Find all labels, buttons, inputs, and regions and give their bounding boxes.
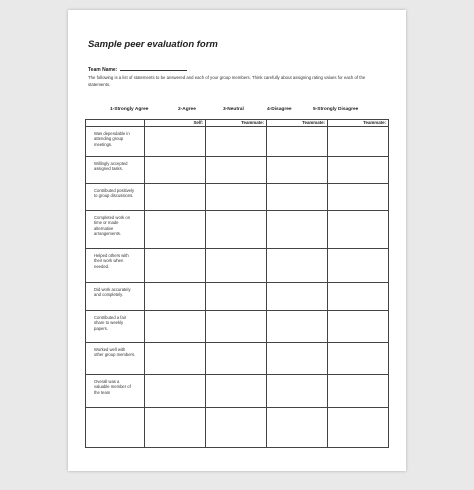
- rating-cell-teammate[interactable]: [328, 343, 389, 375]
- rating-cell-teammate[interactable]: [267, 127, 328, 157]
- rating-cell-teammate[interactable]: [267, 343, 328, 375]
- team-name-field[interactable]: [120, 65, 187, 71]
- rating-cell-teammate[interactable]: [206, 283, 267, 311]
- statement-cell: Did work accurately and completely.: [86, 283, 145, 311]
- statement-cell: [86, 408, 145, 448]
- rating-cell-self[interactable]: [145, 408, 206, 448]
- rating-cell-teammate[interactable]: [328, 127, 389, 157]
- rating-cell-teammate[interactable]: [267, 311, 328, 343]
- rating-cell-self[interactable]: [145, 343, 206, 375]
- rating-cell-teammate[interactable]: [328, 211, 389, 249]
- header-teammate-2: Teammate:: [267, 120, 328, 127]
- rating-cell-teammate[interactable]: [328, 283, 389, 311]
- rating-cell-self[interactable]: [145, 375, 206, 408]
- statement-cell: Overall was a valuable member of the team: [86, 375, 145, 408]
- statement-cell: Contributed positively to group discussions.: [86, 184, 145, 211]
- rating-cell-self[interactable]: [145, 157, 206, 184]
- statement-cell: Willingly accepted assigned tasks.: [86, 157, 145, 184]
- rating-cell-teammate[interactable]: [206, 249, 267, 283]
- table-row: [86, 157, 389, 184]
- header-teammate-3: Teammate:: [328, 120, 389, 127]
- statement-cell: Helped others with their work when needed.: [86, 249, 145, 283]
- document-page: [68, 10, 406, 471]
- rating-cell-teammate[interactable]: [267, 249, 328, 283]
- rating-cell-teammate[interactable]: [206, 343, 267, 375]
- table-row: [86, 184, 389, 211]
- rating-cell-teammate[interactable]: [328, 157, 389, 184]
- rating-cell-teammate[interactable]: [206, 211, 267, 249]
- scale-option-5: 5-Strongly Disagree: [313, 107, 359, 112]
- table-row: [86, 408, 389, 448]
- table-row: [86, 311, 389, 343]
- rating-cell-teammate[interactable]: [267, 211, 328, 249]
- rating-cell-teammate[interactable]: [206, 184, 267, 211]
- table-row: [86, 343, 389, 375]
- statement-cell: Contributed a fair share to weekly papers.: [86, 311, 145, 343]
- table-row: [86, 211, 389, 249]
- rating-cell-self[interactable]: [145, 311, 206, 343]
- table-row: [86, 283, 389, 311]
- scale-option-3: 3-Neutral: [223, 107, 244, 112]
- table-header-row: [86, 120, 389, 127]
- scale-option-1: 1-Strongly Agree: [110, 107, 149, 112]
- rating-cell-self[interactable]: [145, 211, 206, 249]
- rating-cell-teammate[interactable]: [267, 184, 328, 211]
- instructions-text: The following is a list of statements to be answered and each of your group members. Think carefully about assigning rating values for each of the statements.: [88, 75, 366, 87]
- rating-cell-teammate[interactable]: [267, 408, 328, 448]
- rating-cell-teammate[interactable]: [206, 311, 267, 343]
- header-statement: [86, 120, 145, 127]
- rating-cell-teammate[interactable]: [206, 127, 267, 157]
- rating-cell-teammate[interactable]: [267, 157, 328, 184]
- rating-cell-teammate[interactable]: [328, 311, 389, 343]
- team-name-row: [88, 65, 187, 73]
- table-row: [86, 375, 389, 408]
- rating-cell-teammate[interactable]: [206, 408, 267, 448]
- rating-cell-teammate[interactable]: [267, 375, 328, 408]
- rating-cell-teammate[interactable]: [206, 375, 267, 408]
- header-self: Self:: [145, 120, 206, 127]
- rating-cell-teammate[interactable]: [267, 283, 328, 311]
- rating-cell-teammate[interactable]: [328, 249, 389, 283]
- rating-cell-self[interactable]: [145, 283, 206, 311]
- table-row: [86, 127, 389, 157]
- rating-cell-teammate[interactable]: [328, 408, 389, 448]
- form-title: Sample peer evaluation form: [88, 39, 218, 50]
- statement-cell: Was dependable in attending group meetings.: [86, 127, 145, 157]
- rating-cell-teammate[interactable]: [206, 157, 267, 184]
- header-teammate-1: Teammate:: [206, 120, 267, 127]
- rating-cell-teammate[interactable]: [328, 375, 389, 408]
- statement-cell: Completed work on time or made alternative arrangements.: [86, 211, 145, 249]
- rating-cell-self[interactable]: [145, 127, 206, 157]
- statement-cell: Worked well with other group members.: [86, 343, 145, 375]
- evaluation-table: [85, 119, 389, 448]
- rating-cell-self[interactable]: [145, 249, 206, 283]
- rating-cell-teammate[interactable]: [328, 184, 389, 211]
- scale-option-4: 4-Disagree: [267, 107, 292, 112]
- table-row: [86, 249, 389, 283]
- rating-cell-self[interactable]: [145, 184, 206, 211]
- team-name-label: Team Name:: [88, 67, 118, 73]
- scale-option-2: 2-Agree: [178, 107, 196, 112]
